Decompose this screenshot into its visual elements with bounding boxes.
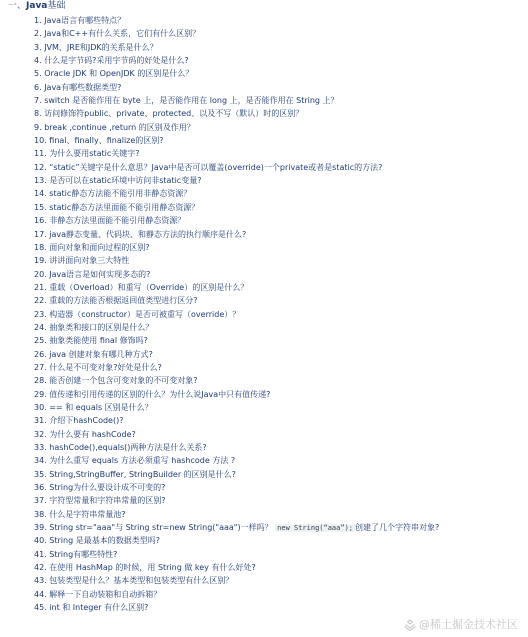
- question-item: [34, 414, 520, 427]
- question-text: String 是最基本的数据类型吗?: [49, 536, 160, 546]
- question-number: 26.: [34, 349, 47, 359]
- question-item: [34, 41, 520, 54]
- question-number: 22.: [34, 296, 47, 306]
- question-number: 31.: [34, 416, 47, 426]
- question-text: 构造器（constructor）是否可被重写（override）？: [49, 309, 241, 319]
- question-number: 14.: [34, 189, 47, 199]
- question-number: 3.: [34, 42, 42, 52]
- question-text: String有哪些特性?: [49, 549, 118, 559]
- question-item: [34, 308, 520, 321]
- question-number: 10.: [34, 136, 47, 146]
- question-text: 抽象类能使用 final 修饰吗?: [49, 336, 148, 346]
- question-item: [34, 361, 520, 374]
- question-item: [34, 521, 520, 534]
- watermark-text: @稀土掘金技术社区: [419, 618, 518, 631]
- question-item: [34, 201, 520, 214]
- question-number: 17.: [34, 229, 47, 239]
- question-number: 21.: [34, 282, 47, 292]
- question-number: 29.: [34, 389, 47, 399]
- question-item: [34, 601, 520, 614]
- question-item: [34, 161, 520, 174]
- question-number: 16.: [34, 216, 47, 226]
- question-text: 值传递和引用传递的区别的什么？为什么说Java中只有值传递?: [49, 389, 271, 399]
- question-text: 字符型常量和字符串常量的区别?: [49, 496, 166, 506]
- question-list: [34, 14, 520, 614]
- question-item: [34, 588, 520, 601]
- section-heading: [8, 1, 65, 12]
- question-item: [34, 147, 520, 160]
- question-item: [34, 14, 520, 27]
- question-number: 41.: [34, 549, 47, 559]
- question-text: Java语言有哪些特点？: [44, 16, 126, 25]
- question-item: [34, 494, 520, 507]
- question-number: 40.: [34, 536, 47, 546]
- question-number: 38.: [34, 509, 47, 519]
- question-item: [34, 54, 520, 67]
- question-number: 25.: [34, 336, 47, 346]
- question-number: 11.: [34, 149, 47, 159]
- question-text: break ,continue ,return 的区别及作用？: [44, 122, 195, 132]
- question-number: 23.: [34, 309, 47, 319]
- juejin-logo-icon: [404, 619, 416, 631]
- question-text: 重载（Overload）和重写（Override）的区别是什么？: [49, 282, 249, 292]
- question-number: 7.: [34, 96, 42, 106]
- question-number: 37.: [34, 496, 47, 506]
- question-text: Java语言是如何实现多态的?: [49, 269, 151, 279]
- question-text: JVM、JRE和JDK的关系是什么？: [44, 42, 158, 52]
- question-number: 42.: [34, 563, 47, 573]
- question-number: 1.: [34, 16, 42, 25]
- question-item: [34, 348, 520, 361]
- question-text: 解释一下自动装箱和自动拆箱？: [49, 589, 162, 599]
- section-heading-prefix: 一、: [8, 1, 27, 11]
- question-text: Java和C++有什么关系，它们有什么区别？: [44, 29, 201, 39]
- question-text: java 创建对象有哪几种方式?: [49, 349, 153, 359]
- question-number: 12.: [34, 162, 47, 172]
- question-text: 为什么要用static关键字?: [49, 149, 140, 159]
- question-item: [34, 241, 520, 254]
- question-number: 39.: [34, 523, 47, 533]
- question-text: Java有哪些数据类型?: [44, 82, 122, 92]
- question-number: 45.: [34, 603, 47, 613]
- question-item: [34, 508, 520, 521]
- question-number: 34.: [34, 456, 47, 466]
- inline-code: new String(“aaa”);: [277, 524, 353, 533]
- question-text: 介绍下hashCode()?: [49, 416, 124, 426]
- question-number: 24.: [34, 322, 47, 332]
- question-item: [34, 468, 520, 481]
- question-text: String,StringBuffer, StringBuilder 的区别是什么?: [49, 469, 236, 479]
- question-item: [34, 107, 520, 120]
- question-text: 什么是字节码?采用字节码的好处是什么?: [44, 56, 189, 66]
- question-item: [34, 561, 520, 574]
- question-text: String为什么要设计成不可变的?: [49, 483, 166, 493]
- question-text: 讲讲面向对象三大特性: [49, 256, 130, 266]
- question-item: [34, 281, 520, 294]
- question-number: 4.: [34, 56, 42, 66]
- question-number: 30.: [34, 402, 47, 412]
- question-item: [34, 67, 520, 80]
- section-heading-title: Java: [26, 1, 48, 11]
- question-text: hashCode(),equals()两种方法是什么关系?: [49, 443, 207, 452]
- question-item: [34, 548, 520, 561]
- section-heading-suffix: 基础: [47, 1, 66, 11]
- question-number: 8.: [34, 109, 42, 119]
- question-item: [34, 81, 520, 94]
- question-text: 面向对象和面向过程的区别?: [49, 242, 150, 252]
- question-text: java静态变量、代码块、和静态方法的执行顺序是什么?: [49, 229, 247, 239]
- question-number: 44.: [34, 589, 47, 599]
- question-text: 非静态方法里面能不能引用静态资源？: [49, 216, 186, 226]
- question-item: [34, 481, 520, 494]
- question-number: 19.: [34, 256, 47, 266]
- question-item: [34, 27, 520, 40]
- question-text: 能否创建一个包含可变对象的不可变对象?: [49, 376, 198, 386]
- question-item: [34, 321, 520, 334]
- question-item: [34, 94, 520, 107]
- question-number: 33.: [34, 443, 47, 452]
- question-text: 重载的方法能否根据返回值类型进行区分?: [49, 296, 198, 306]
- question-text: switch 是否能作用在 byte 上，是否能作用在 long 上，是否能作用在 String 上？: [44, 96, 339, 106]
- question-text: 什么是字符串常量池?: [49, 509, 126, 519]
- question-text-continued: 创建了几个字符串对象?: [355, 523, 440, 533]
- question-number: 27.: [34, 362, 47, 372]
- question-number: 36.: [34, 483, 47, 493]
- question-item: [34, 401, 520, 414]
- question-item: [34, 374, 520, 387]
- question-text: Oracle JDK 和 OpenJDK 的区别是什么？: [44, 69, 194, 79]
- question-text: static静态方法能不能引用非静态资源？: [49, 189, 192, 199]
- question-item: [34, 334, 520, 347]
- question-text: 访问修饰符public、private、protected、以及不写（默认）时的区别？: [44, 109, 304, 119]
- question-text: 为什么重写 equals 方法必须重写 hashcode 方法 ?: [49, 456, 236, 466]
- question-text: 在使用 HashMap 的时候，用 String 做 key 有什么好处?: [49, 563, 256, 573]
- question-item: [34, 228, 520, 241]
- question-number: 20.: [34, 269, 47, 279]
- question-text: int 和 Integer 有什么区别?: [49, 603, 149, 613]
- question-number: 32.: [34, 429, 47, 439]
- question-item: [34, 441, 520, 454]
- question-text: final、finally、finalize的区别?: [49, 136, 164, 146]
- question-number: 6.: [34, 82, 42, 92]
- question-text: 抽象类和接口的区别是什么？: [49, 322, 154, 332]
- question-text: 包装类型是什么？基本类型和包装类型有什么区别？: [49, 576, 234, 586]
- question-text: 为什么要有 hashCode?: [49, 429, 136, 439]
- question-text: == 和 equals 区别是什么？: [49, 402, 153, 412]
- question-item: [34, 428, 520, 441]
- question-number: 9.: [34, 122, 42, 132]
- question-number: 43.: [34, 576, 47, 586]
- question-item: [34, 534, 520, 547]
- question-item: [34, 294, 520, 307]
- question-text: static静态方法里面能不能引用静态资源？: [49, 202, 200, 212]
- question-number: 35.: [34, 469, 47, 479]
- question-item: [34, 254, 520, 267]
- question-number: 28.: [34, 376, 47, 386]
- question-text: 什么是不可变对象?好处是什么?: [49, 362, 162, 372]
- watermark: [404, 618, 518, 631]
- question-number: 5.: [34, 69, 42, 79]
- question-text: String str="aaa"与 String str=new String("aaa")一样吗？: [49, 523, 273, 533]
- question-number: 2.: [34, 29, 42, 39]
- question-item: [34, 268, 520, 281]
- question-item: [34, 121, 520, 134]
- question-text: “static”关键字是什么意思？Java中是否可以覆盖(override)一个private或者是static的方法?: [49, 162, 383, 172]
- question-item: [34, 574, 520, 587]
- question-number: 15.: [34, 202, 47, 212]
- question-item: [34, 388, 520, 401]
- question-number: 13.: [34, 176, 47, 186]
- question-item: [34, 454, 520, 467]
- question-item: [34, 214, 520, 227]
- question-text: 是否可以在static环境中访问非static变量?: [49, 176, 202, 186]
- question-number: 18.: [34, 242, 47, 252]
- question-item: [34, 134, 520, 147]
- question-item: [34, 187, 520, 200]
- question-item: [34, 174, 520, 187]
